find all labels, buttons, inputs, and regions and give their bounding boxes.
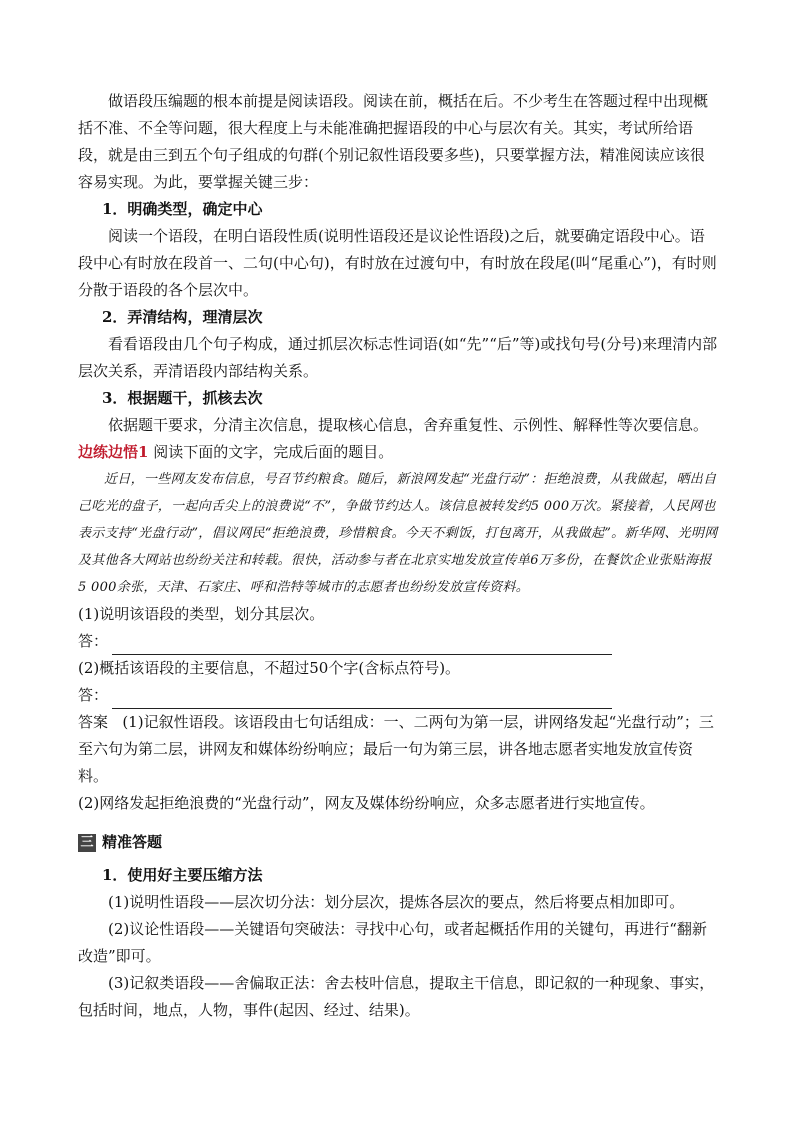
practice-header [78, 439, 718, 466]
answer-blank-1 [78, 628, 718, 655]
practice-passage: 近日，一些网友发布信息，号召节约粮食。随后，新浪网发起“光盘行动”：拒绝浪费，从我做起，晒出自己吃光的盘子，一起向舌尖上的浪费说“不”，争做节约达人。该信息被转发约5 000万次。紧接着，人民网也表示支持“光盘行动”，倡议网民“拒绝浪费，珍惜粮食。今天不剩饭，打包离开，从我做起”。新华网、光明网及其他各大网站也纷纷关注和转载。很快，活动参与者在北京实地发放宣传单6万多份，在餐饮企业张贴海报5 000余张，天津、石家庄、呼和浩特等城市的志愿者也纷纷发放宣传资料。 [78, 472, 718, 595]
step-2-body: 看看语段由几个句子构成，通过抓层次标志性词语(如“先”“后”等)或找句号(分号)来理清内部层次关系，弄清语段内部结构关系。 [78, 335, 718, 380]
answer-2: (2)网络发起拒绝浪费的“光盘行动”，网友及媒体纷纷响应，众多志愿者进行实地宣传。 [78, 794, 655, 812]
question-1: (1)说明该语段的类型，划分其层次。 [78, 605, 325, 623]
answer-line[interactable] [112, 636, 612, 655]
step-3-body: 依据题干要求，分清主次信息，提取核心信息，舍弃重复性、示例性、解释性等次要信息。 [108, 416, 709, 434]
document-content [78, 88, 718, 1024]
answer-1: 答案 (1)记叙性语段。该语段由七句话组成：一、二两句为第一层，讲网络发起“光盘行动”；三至六句为第二层，讲网友和媒体纷纷响应；最后一句为第三层，讲各地志愿者实地发放宣传资料。 [78, 713, 714, 785]
section-title: 精准答题 [102, 833, 163, 851]
practice-label: 边练边悟1 [78, 443, 149, 461]
section-number-icon: 三 [78, 834, 96, 852]
step-1-title: 1．明确类型，确定中心 [102, 200, 263, 218]
step-3-title: 3．根据题干，抓核去次 [102, 389, 263, 407]
section-subtitle: 1．使用好主要压缩方法 [102, 866, 263, 884]
answer-prefix: 答： [78, 686, 109, 704]
method-item: (1)说明性语段——层次切分法：划分层次，提炼各层次的要点，然后将要点相加即可。 [108, 893, 685, 911]
answer-label: 答案 [78, 713, 109, 731]
answer-line[interactable] [112, 690, 612, 709]
question-2: (2)概括该语段的主要信息，不超过50个字(含标点符号)。 [78, 659, 461, 677]
method-item: (2)议论性语段——关键语句突破法：寻找中心句，或者起概括作用的关键句，再进行“翻新改造”即可。 [78, 920, 707, 965]
answer-blank-2 [78, 682, 718, 709]
method-item: (3)记叙类语段——舍偏取正法：舍去枝叶信息，提取主干信息，即记叙的一种现象、事实，包括时间，地点，人物，事件(起因、经过、结果)。 [78, 974, 715, 1019]
practice-instruction: 阅读下面的文字，完成后面的题目。 [153, 443, 394, 461]
step-1-body: 阅读一个语段，在明白语段性质(说明性语段还是议论性语段)之后，就要确定语段中心。语段中心有时放在段首一、二句(中心句)，有时放在过渡句中，有时放在段尾(叫“尾重心”)，有时则分散于语段的各个层次中。 [78, 227, 717, 299]
intro-paragraph: 做语段压编题的根本前提是阅读语段。阅读在前，概括在后。不少考生在答题过程中出现概括不准、不全等问题，很大程度上与未能准确把握语段的中心与层次有关。其实，考试所给语段，就是由三到五个句子组成的句群(个别记叙性语段要多些)，只要掌握方法，精准阅读应该很容易实现。为此，要掌握关键三步： [78, 92, 709, 191]
step-2-title: 2．弄清结构，理清层次 [102, 308, 263, 326]
answer-prefix: 答： [78, 632, 109, 650]
section-header [78, 829, 718, 856]
